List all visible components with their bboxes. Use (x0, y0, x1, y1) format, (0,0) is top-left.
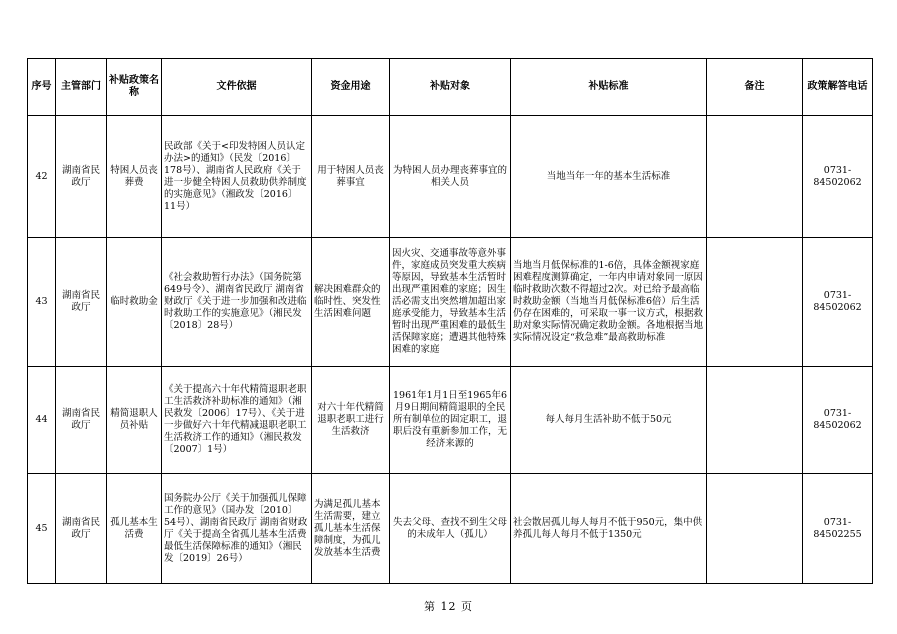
cell-policy: 精简退职人员补贴 (107, 367, 162, 474)
cell-seq: 45 (28, 474, 56, 584)
cell-target: 失去父母、查找不到生父母的未成年人（孤儿） (390, 474, 511, 584)
policy-table (27, 58, 873, 584)
cell-usage: 解决困难群众的临时性、突发性生活困难问题 (312, 238, 390, 367)
cell-standard: 当地当年一年的基本生活标准 (511, 116, 707, 238)
cell-seq: 42 (28, 116, 56, 238)
cell-dept: 湖南省民政厅 (56, 367, 107, 474)
cell-remark (707, 367, 803, 474)
cell-phone: 0731-84502062 (803, 116, 873, 238)
cell-phone: 0731-84502062 (803, 238, 873, 367)
page-number: 第 12 页 (424, 600, 473, 613)
header-basis: 文件依据 (162, 59, 312, 116)
table-row (28, 238, 873, 367)
header-phone: 政策解答电话 (803, 59, 873, 116)
header-seq: 序号 (28, 59, 56, 116)
cell-policy: 特困人员丧葬费 (107, 116, 162, 238)
cell-remark (707, 238, 803, 367)
cell-target: 因火灾、交通事故等意外事件，家庭成员突发重大疾病等原因，导致基本生活暂时出现严重困难的家庭；因生活必需支出突然增加超出家庭承受能力，导致基本生活暂时出现严重困难的最低生活保障家庭；遭遇其他特殊困难的家庭 (390, 238, 511, 367)
cell-seq: 44 (28, 367, 56, 474)
cell-basis: 《关于提高六十年代精简退职老职工生活救济补助标准的通知》（湘民救发〔2006〕17号）、《关于进一步做好六十年代精减退职老职工生活救济工作的通知》（湘民救发〔2007〕1号） (162, 367, 312, 474)
cell-standard: 每人每月生活补助不低于50元 (511, 367, 707, 474)
header-policy: 补贴政策名称 (107, 59, 162, 116)
cell-phone: 0731-84502255 (803, 474, 873, 584)
cell-dept: 湖南省民政厅 (56, 116, 107, 238)
cell-phone: 0731-84502062 (803, 367, 873, 474)
cell-policy: 孤儿基本生活费 (107, 474, 162, 584)
cell-basis: 国务院办公厅《关于加强孤儿保障工作的意见》（国办发〔2010〕54号）、湖南省民政厅 湖南省财政厅《关于提高全省孤儿基本生活费最低生活保障标准的通知》（湘民发〔2019〕26号） (162, 474, 312, 584)
cell-policy: 临时救助金 (107, 238, 162, 367)
header-remark: 备注 (707, 59, 803, 116)
table-row (28, 367, 873, 474)
cell-seq: 43 (28, 238, 56, 367)
table-header-row (28, 59, 873, 116)
header-dept: 主管部门 (56, 59, 107, 116)
cell-standard: 当地当月低保标准的1-6倍，具体金额视家庭困难程度测算确定，一年内申请对象同一原因临时救助次数不得超过2次。对已给予最高临时救助金额（当地当月低保标准6倍）后生活仍存在困难的，可采取一事一议方式，根据救助对象实际情况确定救助金额。各地根据当地实际情况设定“救急难”最高救助标准 (511, 238, 707, 367)
cell-basis: 《社会救助暂行办法》（国务院第649号令）、湖南省民政厅 湖南省财政厅《关于进一步加强和改进临时救助工作的实施意见》（湘民发〔2018〕28号） (162, 238, 312, 367)
header-usage: 资金用途 (312, 59, 390, 116)
cell-usage: 用于特困人员丧葬事宜 (312, 116, 390, 238)
cell-dept: 湖南省民政厅 (56, 238, 107, 367)
cell-remark (707, 116, 803, 238)
table-row (28, 474, 873, 584)
cell-target: 为特困人员办理丧葬事宜的相关人员 (390, 116, 511, 238)
cell-remark (707, 474, 803, 584)
cell-standard: 社会散居孤儿每人每月不低于950元，集中供养孤儿每人每月不低于1350元 (511, 474, 707, 584)
cell-dept: 湖南省民政厅 (56, 474, 107, 584)
cell-usage: 为满足孤儿基本生活需要，建立孤儿基本生活保障制度，为孤儿发放基本生活费 (312, 474, 390, 584)
cell-basis: 民政部《关于<印发特困人员认定办法>的通知》（民发〔2016〕178号）、湖南省人民政府《关于进一步健全特困人员救助供养制度的实施意见》（湘政发〔2016〕11号） (162, 116, 312, 238)
header-target: 补贴对象 (390, 59, 511, 116)
cell-target: 1961年1月1日至1965年6月9日期间精简退职的全民所有制单位的固定职工，退职后没有重新参加工作，无经济来源的 (390, 367, 511, 474)
table-row (28, 116, 873, 238)
header-standard: 补贴标准 (511, 59, 707, 116)
cell-usage: 对六十年代精简退职老职工进行生活救济 (312, 367, 390, 474)
